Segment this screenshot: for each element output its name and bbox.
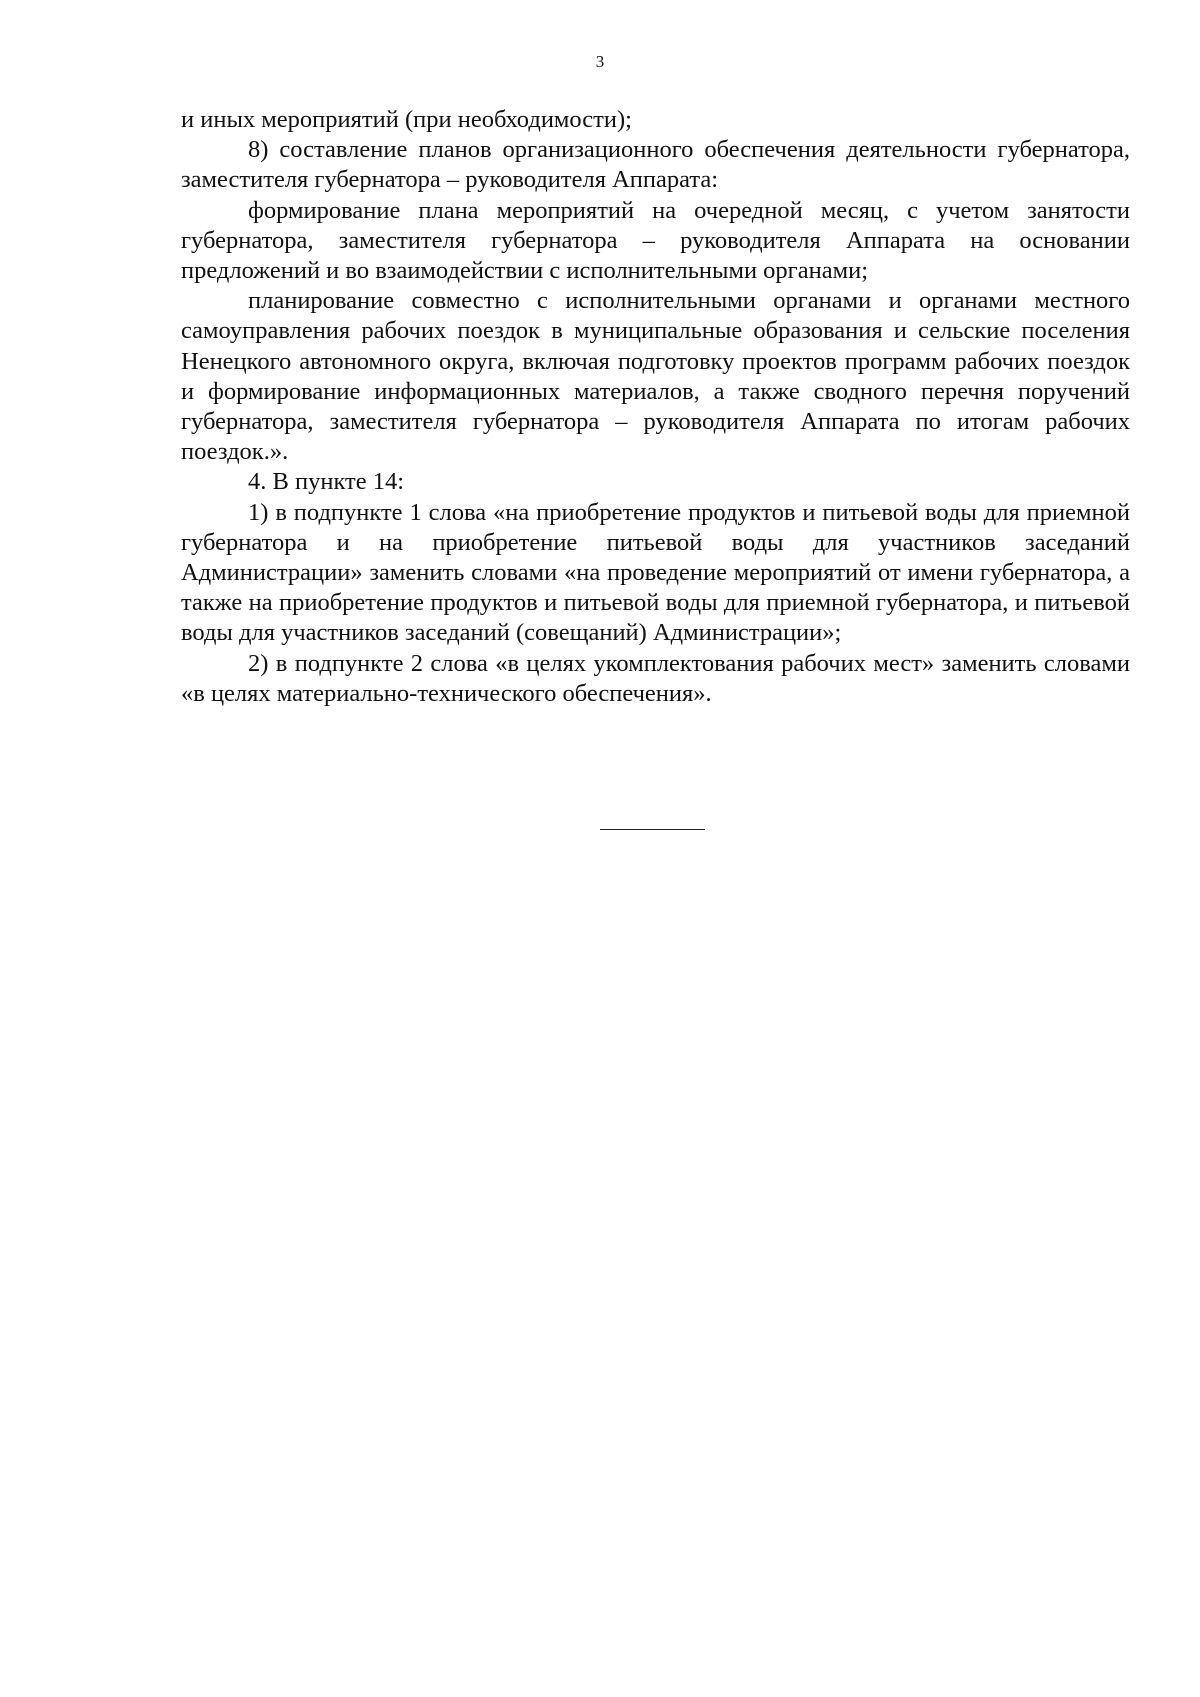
paragraph-working-trips: планирование совместно с исполнительными органами и органами местного самоуправления рабочих поездок в муниципальные образования и сельские поселения Ненецкого автономного округа, включая подготовку проектов программ рабочих поездок и формирование информационных материалов, а также сводного перечня поручений губернатора, заместителя губернатора – руководителя Аппарата по итогам рабочих поездок.». [181,287,1130,466]
paragraph-continuation: и иных мероприятий (при необходимости); [181,106,632,133]
paragraph-monthly-plan: формирование плана мероприятий на очередной месяц, с учетом занятости губернатора, заместителя губернатора – руководителя Аппарата на основании предложений и во взаимодействии с исполнительными органами; [181,196,1130,285]
paragraph-subitem-1: 1) в подпункте 1 слова «на приобретение продуктов и питьевой воды для приемной губернатора и на приобретение питьевой воды для участников заседаний Администрации» заменить словами «на проведение мероприятий от имени губернатора, а также на приобретение продуктов и питьевой воды для приемной губернатора, и питьевой воды для участников заседаний (совещаний) Администрации»; [181,498,1130,647]
paragraph-subitem-2: 2) в подпункте 2 слова «в целях укомплектования рабочих мест» заменить словами «в целях материально-технического обеспечения». [181,649,1130,707]
end-of-text-divider [600,829,705,830]
paragraph-point-4: 4. В пункте 14: [248,468,405,496]
page-number: 3 [595,52,605,71]
document-body [181,105,1130,709]
paragraph-item-8: 8) составление планов организационного обеспечения деятельности губернатора, заместителя губернатора – руководителя Аппарата: [181,136,1130,194]
